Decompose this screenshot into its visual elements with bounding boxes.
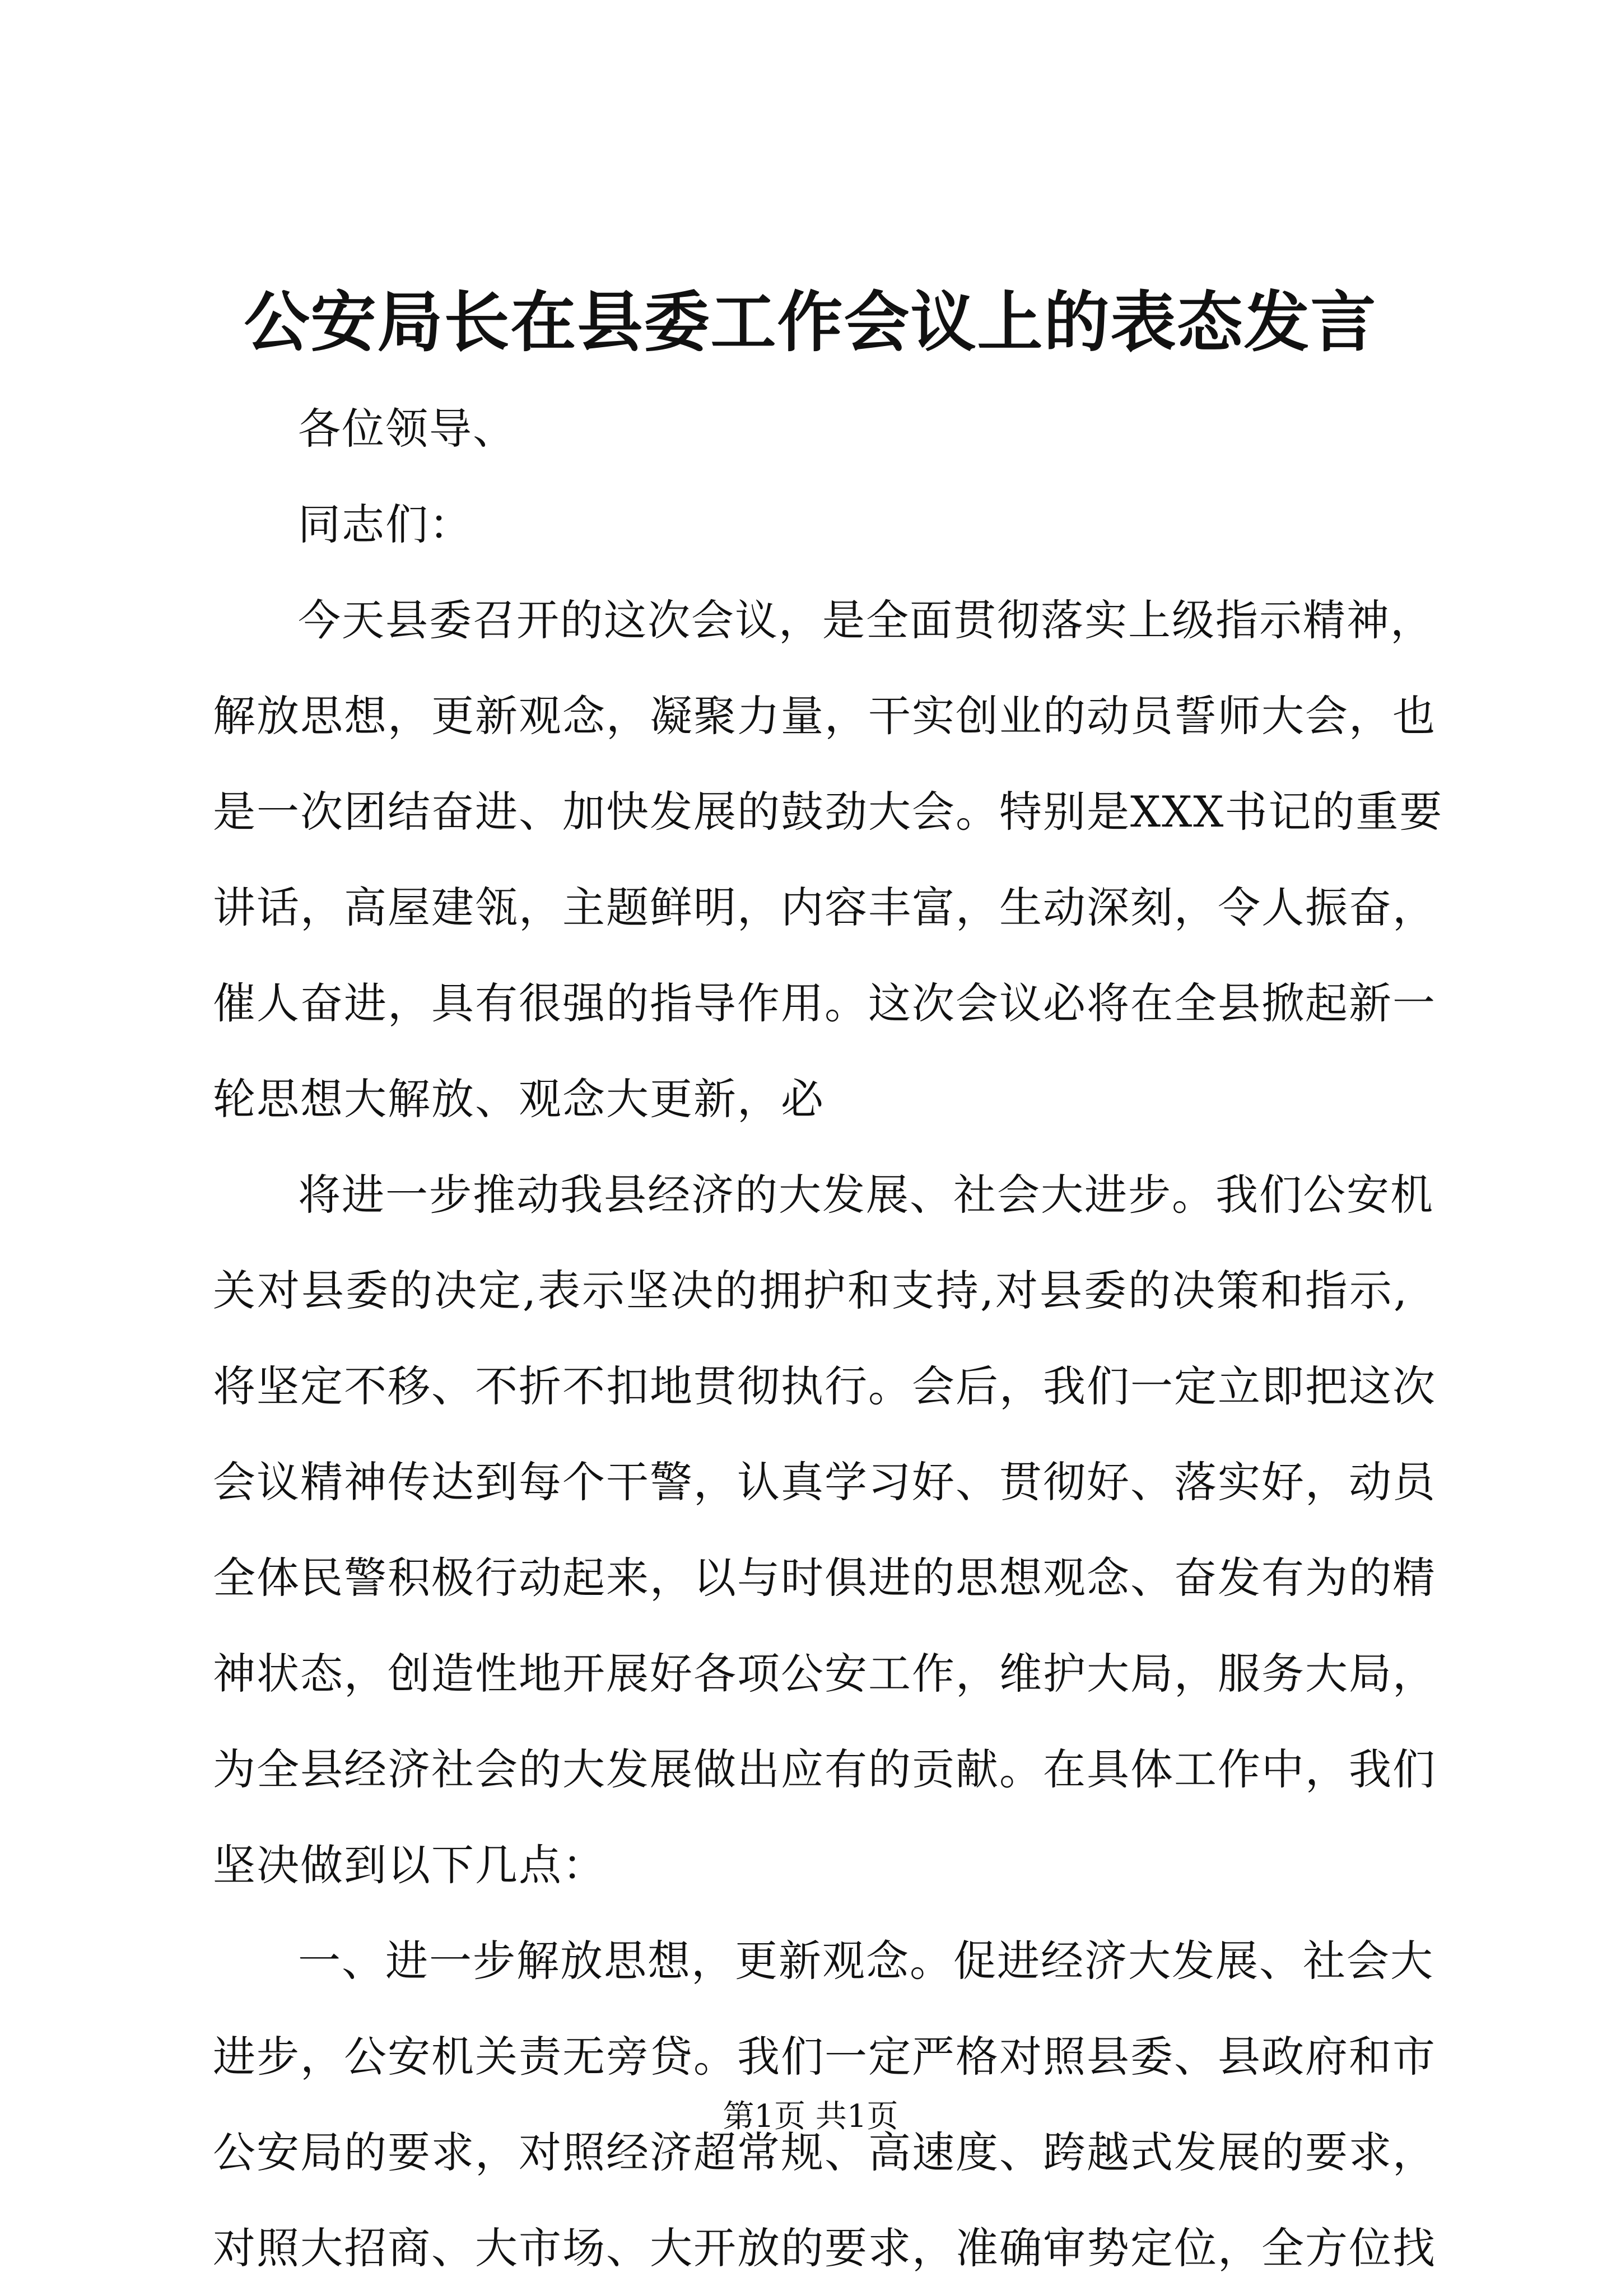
text-line: 催人奋进，具有很强的指导作用。这次会议必将在全县掀起新一 <box>213 978 1436 1028</box>
text-line: 会议精神传达到每个干警，认真学习好、贯彻好、落实好，动员 <box>213 1457 1436 1507</box>
greeting-line: 各位领导、 <box>298 404 516 454</box>
text-line: 对照大招商、大市场、大开放的要求，准确审势定位，全方位找 <box>213 2223 1436 2273</box>
text-line: 关对县委的决定,表示坚决的拥护和支持,对县委的决策和指示, <box>213 1266 1408 1315</box>
paragraph-2 <box>213 1147 1436 1913</box>
text-line: 将坚定不移、不折不扣地贯彻执行。会后，我们一定立即把这次 <box>213 1361 1436 1411</box>
text-line: 坚决做到以下几点： <box>213 1840 606 1890</box>
text-line: 讲话，高屋建瓴，主题鲜明，内容丰富，生动深刻，令人振奋， <box>213 883 1436 932</box>
text-line: 为全县经济社会的大发展做出应有的贡献。在具体工作中，我们 <box>213 1744 1436 1794</box>
text-line: 全体民警积极行动起来，以与时俱进的思想观念、奋发有为的精 <box>213 1553 1436 1603</box>
page-footer: 第1页 共1页 <box>723 2098 898 2135</box>
paragraph-1 <box>213 572 1443 1147</box>
greeting-line: 同志们： <box>298 500 473 549</box>
text-line: 今天县委召开的这次会议，是全面贯彻落实上级指示精神， <box>298 595 1434 645</box>
text-line: 神状态，创造性地开展好各项公安工作，维护大局，服务大局， <box>213 1649 1436 1698</box>
text-line: 是一次团结奋进、加快发展的鼓劲大会。特别是XXX书记的重要 <box>213 787 1443 837</box>
text-line: 解放思想，更新观念，凝聚力量，干实创业的动员誓师大会，也 <box>213 691 1436 741</box>
text-line: 轮思想大解放、观念大更新，必 <box>213 1074 825 1124</box>
text-line: 公安局的要求，对照经济超常规、高速度、跨越式发展的要求， <box>213 2127 1436 2177</box>
document-title: 公安局长在县委工作会议上的表态发言 <box>244 283 1377 361</box>
text-line: 进步，公安机关责无旁贷。我们一定严格对照县委、县政府和市 <box>213 2032 1436 2082</box>
document-body <box>213 381 1443 2296</box>
text-line: 将进一步推动我县经济的大发展、社会大进步。我们公安机 <box>298 1170 1434 1220</box>
text-line: 一、进一步解放思想，更新观念。促进经济大发展、社会大 <box>298 1936 1434 1986</box>
